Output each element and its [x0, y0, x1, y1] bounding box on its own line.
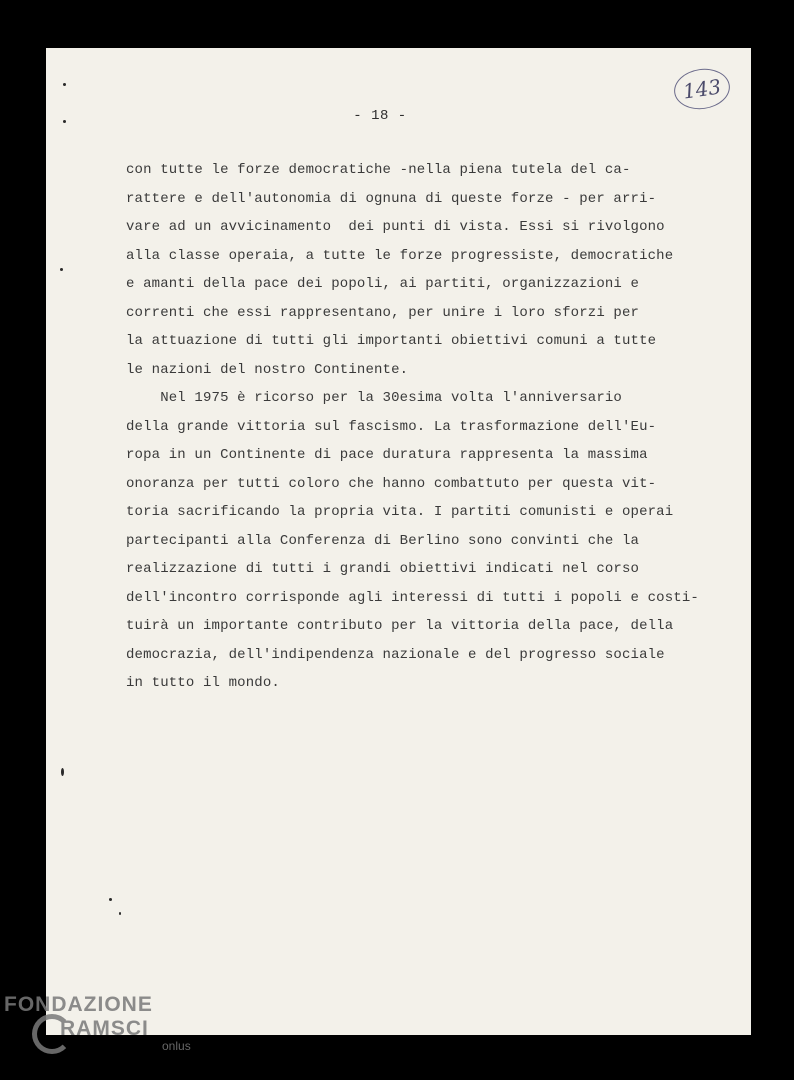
text-line: della grande vittoria sul fascismo. La trasformazione dell'Eu-	[126, 418, 657, 435]
text-line: partecipanti alla Conferenza di Berlino sono convinti che la	[126, 532, 640, 549]
text-line: tuirà un importante contributo per la vittoria della pace, della	[126, 618, 674, 634]
text-line: ropa in un Continente di pace duratura rappresenta la massima	[126, 447, 648, 463]
archive-number-stamp: 143	[671, 65, 732, 112]
watermark-subtitle: RAMSCI	[60, 1017, 149, 1040]
watermark-title: FONDAZIONE	[4, 993, 153, 1016]
text-line: e amanti della pace dei popoli, ai partiti, organizzazioni e	[126, 276, 640, 292]
text-line: onoranza per tutti coloro che hanno combattuto per questa vit-	[126, 475, 657, 492]
text-line: le nazioni del nostro Continente.	[126, 361, 409, 378]
text-line: rattere e dell'autonomia di ognuna di queste forze - per arri-	[126, 190, 657, 207]
text-line: con tutte le forze democratiche -nella piena tutela del ca-	[126, 162, 631, 178]
watermark-g-logo-icon	[32, 1014, 72, 1054]
text-line: in tutto il mondo.	[126, 675, 280, 691]
margin-speck	[61, 768, 64, 776]
text-line: vare ad un avvicinamento dei punti di vista. Essi si rivolgono	[126, 219, 665, 235]
margin-speck	[60, 268, 63, 271]
text-line: alla classe operaia, a tutte le forze progressiste, democratiche	[126, 247, 674, 264]
page-number: - 18 -	[353, 108, 407, 124]
margin-speck	[109, 898, 112, 901]
watermark-onlus: onlus	[162, 1039, 191, 1053]
foundation-watermark	[4, 992, 204, 1072]
body-text	[126, 156, 746, 698]
text-line: dell'incontro corrisponde agli interessi di tutti i popoli e costi-	[126, 589, 699, 606]
margin-speck	[63, 83, 66, 86]
text-line: Nel 1975 è ricorso per la 30esima volta l'anniversario	[126, 390, 622, 406]
text-line: democrazia, dell'indipendenza nazionale e del progresso sociale	[126, 646, 665, 663]
margin-speck	[119, 912, 121, 915]
text-line: realizzazione di tutti i grandi obiettivi indicati nel corso	[126, 561, 640, 577]
text-line: toria sacrificando la propria vita. I partiti comunisti e operai	[126, 504, 674, 520]
text-line: correnti che essi rappresentano, per unire i loro sforzi per	[126, 304, 640, 321]
margin-speck	[63, 120, 66, 123]
text-line: la attuazione di tutti gli importanti obiettivi comuni a tutte	[126, 333, 657, 349]
